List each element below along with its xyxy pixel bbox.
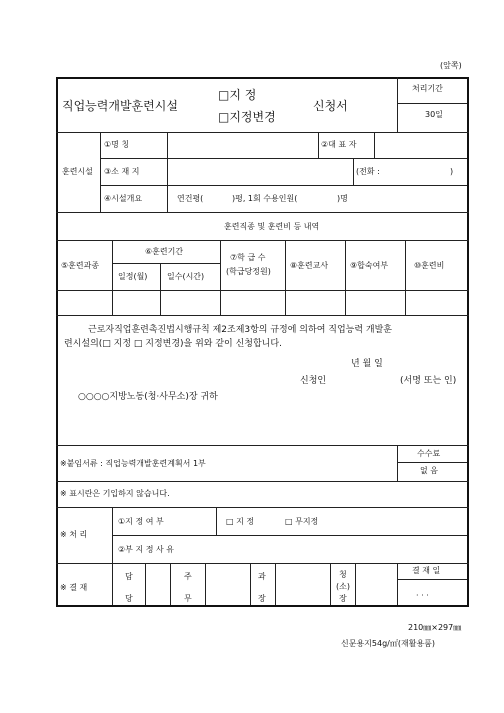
processing-period-label: 처리기간 (412, 84, 443, 93)
overview-label: ④시설개요 (104, 194, 143, 203)
cost-header: ⑩훈련비 (414, 261, 445, 270)
course-type-header: ⑤훈련과종 (61, 261, 100, 270)
col-line (355, 563, 356, 605)
phone-close: ) (450, 167, 454, 176)
row-line (56, 507, 469, 508)
fee-divider (397, 462, 467, 463)
approval-col-4-bottom: 장 (339, 594, 347, 603)
statement-line-1: 근로자직업훈련촉진법시행규칙 제2조제3항의 규정에 의하여 직업능력 개발훈 (88, 325, 392, 335)
col-line (145, 563, 146, 605)
rep-col (318, 132, 319, 158)
frame-top (56, 77, 469, 79)
designation-yes-checkbox[interactable]: □ 지 정 (226, 517, 255, 526)
address-label: ③소 재 지 (104, 167, 140, 176)
col-line (397, 563, 398, 605)
frame-right (467, 77, 469, 606)
row-line (56, 315, 469, 316)
dormitory-header: ⑨합숙여부 (350, 261, 389, 270)
approval-label: ※ 결 재 (60, 583, 88, 592)
row-line (100, 185, 467, 186)
fee-col (397, 445, 398, 481)
col-line (170, 563, 171, 605)
name-field[interactable] (168, 133, 317, 157)
processing-divider (397, 103, 467, 104)
fee-label: 수수료 (417, 449, 441, 458)
approval-col-2-top: 주 (184, 572, 192, 581)
approval-date-label: 결 재 일 (412, 566, 441, 575)
row-line (56, 240, 469, 241)
designation-no-checkbox[interactable]: □ 무지정 (285, 517, 319, 526)
teachers-header: ⑧훈련교사 (290, 261, 329, 270)
address-field[interactable] (168, 159, 352, 184)
period-hours-header: 일수(시간) (167, 272, 205, 281)
fee-value: 없 음 (420, 466, 438, 475)
paper-spec: 신문용지54g/㎡(재활용품) (341, 639, 436, 648)
addressee: ○○○○지방노동(청·사무소)장 귀하 (78, 392, 218, 402)
title-suffix: 신청서 (313, 99, 348, 113)
class-capacity-header: (학급당정원) (226, 267, 271, 276)
facility-col (100, 132, 101, 212)
date-line: 년 월 일 (351, 359, 383, 369)
designation-status-label: ①지 정 여 부 (118, 517, 164, 526)
title-divider (397, 77, 398, 132)
col-line (112, 563, 113, 605)
frame-bottom (56, 605, 469, 607)
attachment-label: ※붙임서류 : 직업능력개발훈련계획서 1부 (60, 459, 206, 468)
representative-label: ②대 표 자 (321, 140, 357, 149)
processing-period-value: 30일 (425, 110, 443, 119)
approval-col-3-bottom: 장 (258, 594, 266, 603)
phone-label: (전화 : (356, 167, 380, 176)
representative-field[interactable] (375, 133, 466, 157)
non-designation-reason-label: ②부 지 정 사 유 (118, 545, 174, 554)
period-header: ⑥훈련기간 (145, 247, 184, 256)
overview-people-label: )명 (337, 194, 348, 203)
note-text: ※ 표시란은 기입하지 않습니다. (60, 489, 170, 498)
statement-line-2: 련시설의(□ 지정 □ 지정변경)을 위와 같이 신청합니다. (64, 339, 282, 349)
approval-col-1-top: 담 (125, 572, 133, 581)
facility-section-label: 훈련시설 (62, 167, 93, 176)
approval-col-1-bottom: 당 (125, 594, 133, 603)
processing-label: ※ 처 리 (60, 530, 88, 539)
frame-left (56, 77, 58, 606)
approval-date-value: · · · (416, 591, 429, 600)
overview-capacity-label: )평, 1회 수용인원( (232, 194, 298, 203)
overview-area-label: 연건평( (177, 194, 204, 203)
approval-col-4-mid: (소) (336, 582, 350, 591)
title-option-change[interactable]: □지정변경 (218, 110, 276, 124)
course-section-header: 훈련직종 및 훈련비 등 내역 (224, 222, 320, 231)
approval-col-2-bottom: 무 (184, 594, 192, 603)
col-line (216, 507, 217, 535)
col-line (250, 563, 251, 605)
course-entry-row[interactable] (57, 291, 466, 314)
non-designation-reason-field[interactable] (217, 536, 466, 562)
phone-col (353, 158, 354, 185)
row-line (56, 563, 469, 564)
applicant-label: 신청인 (300, 376, 327, 386)
row-line (56, 445, 469, 446)
approval-col-4-top: 청 (339, 570, 347, 579)
period-months-header: 일정(월) (118, 272, 148, 281)
col-line (275, 563, 276, 605)
row-line (56, 212, 469, 213)
signature-label: (서명 또는 인) (400, 376, 457, 386)
col-line (205, 563, 206, 605)
front-side-label: (앞쪽) (440, 61, 462, 70)
col-line (330, 563, 331, 605)
row-line (56, 481, 469, 482)
paper-size: 210㎜×297㎜ (408, 623, 462, 632)
period-divider (112, 263, 220, 264)
name-label: ①명 칭 (104, 140, 130, 149)
approval-date-divider (397, 579, 467, 580)
approval-col-3-top: 과 (258, 572, 266, 581)
form-title: 직업능력개발훈련시설 (62, 99, 178, 113)
class-count-header: ⑦학 급 수 (230, 253, 266, 262)
title-option-designation[interactable]: □지 정 (218, 88, 257, 102)
